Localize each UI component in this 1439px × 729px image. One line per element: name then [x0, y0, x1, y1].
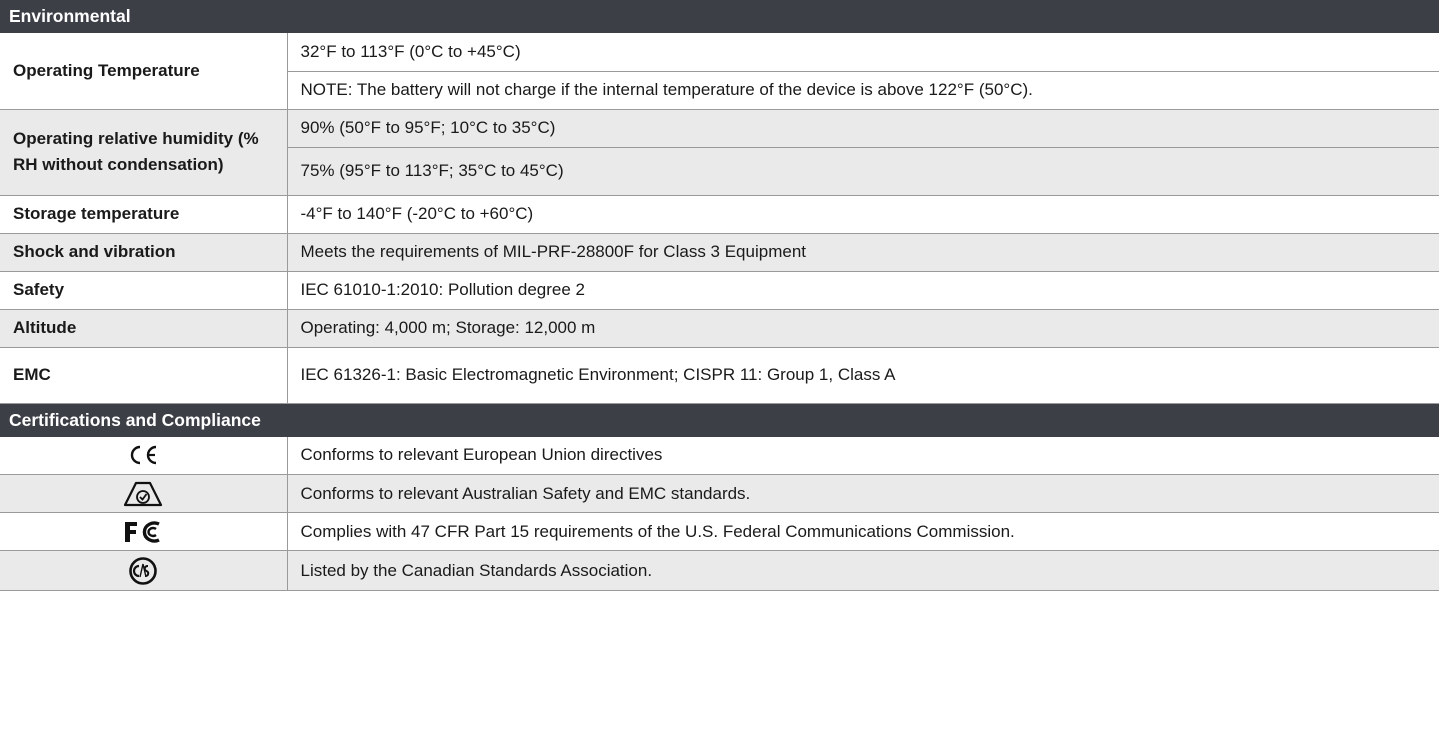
- spec-value: -4°F to 140°F (-20°C to +60°C): [287, 195, 1439, 233]
- cert-row-csa: [0, 551, 1439, 591]
- spec-value: 32°F to 113°F (0°C to +45°C): [287, 33, 1439, 71]
- spec-value: IEC 61326-1: Basic Electromagnetic Environment; CISPR 11: Group 1, Class A: [287, 347, 1439, 403]
- spec-row-emc: [0, 347, 1439, 403]
- spec-row-operating-temperature: [0, 33, 1439, 71]
- section-header-certifications: [0, 403, 1439, 437]
- spec-value: 75% (95°F to 113°F; 35°C to 45°C): [287, 147, 1439, 195]
- cert-row-rcm: [0, 475, 1439, 513]
- spec-label: Altitude: [0, 309, 287, 347]
- spec-value: Meets the requirements of MIL-PRF-28800F for Class 3 Equipment: [287, 233, 1439, 271]
- cert-icon-cell: [0, 437, 287, 475]
- spec-row-storage-temperature: [0, 195, 1439, 233]
- spec-value: Operating: 4,000 m; Storage: 12,000 m: [287, 309, 1439, 347]
- spec-label: Operating relative humidity (% RH without condensation): [0, 109, 287, 195]
- rcm-mark-icon: [0, 480, 287, 508]
- spec-value: NOTE: The battery will not charge if the internal temperature of the device is above 122°F (50°C).: [287, 71, 1439, 109]
- spec-row-relative-humidity: [0, 109, 1439, 147]
- cert-icon-cell: [0, 551, 287, 591]
- spec-label: Storage temperature: [0, 195, 287, 233]
- cert-text: Conforms to relevant European Union directives: [287, 437, 1439, 475]
- cert-text: Complies with 47 CFR Part 15 requirements of the U.S. Federal Communications Commission.: [287, 513, 1439, 551]
- cert-text: Listed by the Canadian Standards Association.: [287, 551, 1439, 591]
- section-title: Environmental: [0, 0, 1439, 33]
- spec-value: 90% (50°F to 95°F; 10°C to 35°C): [287, 109, 1439, 147]
- spec-row-safety: [0, 271, 1439, 309]
- cert-text: Conforms to relevant Australian Safety and EMC standards.: [287, 475, 1439, 513]
- spec-value: IEC 61010-1:2010: Pollution degree 2: [287, 271, 1439, 309]
- spec-label: Shock and vibration: [0, 233, 287, 271]
- spec-row-altitude: [0, 309, 1439, 347]
- section-title: Certifications and Compliance: [0, 403, 1439, 437]
- spec-label: Operating Temperature: [0, 33, 287, 109]
- cert-row-fcc: [0, 513, 1439, 551]
- cert-icon-cell: [0, 513, 287, 551]
- spec-label: EMC: [0, 347, 287, 403]
- spec-row-shock-vibration: [0, 233, 1439, 271]
- spec-label: Safety: [0, 271, 287, 309]
- cert-icon-cell: [0, 475, 287, 513]
- csa-mark-icon: [0, 556, 287, 586]
- section-header-environmental: [0, 0, 1439, 33]
- cert-row-ce: [0, 437, 1439, 475]
- ce-mark-icon: [0, 444, 287, 466]
- fcc-logo-icon: [0, 520, 287, 544]
